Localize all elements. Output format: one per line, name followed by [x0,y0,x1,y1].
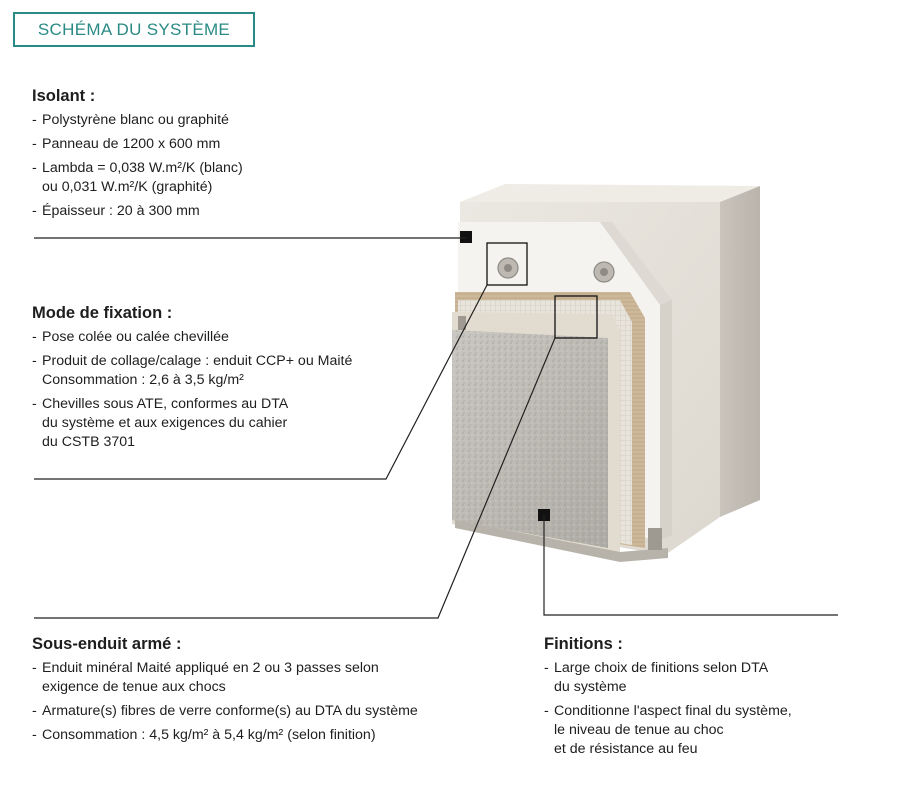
section-finishes [544,635,884,764]
list-item: - Panneau de 1200 x 600 mm [32,135,352,154]
section-base-coat [32,635,502,750]
section-fixation [32,304,432,457]
list-item: - Chevilles sous ATE, conformes au DTA du système et aux exigences du cahier du CSTB 3701 [32,395,432,452]
wall-block [452,184,760,562]
list-item: - Lambda = 0,038 W.m²/K (blanc) ou 0,031 W.m²/K (graphité) [32,159,352,197]
callout-marker-insulation [460,231,472,243]
list-item: - Pose colée ou calée chevillée [32,328,432,347]
list-item: - Armature(s) fibres de verre conforme(s) au DTA du système [32,702,502,721]
list-item: - Enduit minéral Maité appliqué en 2 ou 3 passes selon exigence de tenue aux chocs [32,659,502,697]
section-heading: Sous-enduit armé : [32,635,182,653]
rail-bracket [648,528,662,550]
support-wall-side [720,186,760,517]
section-title: SCHÉMA DU SYSTÈME [13,12,255,47]
support-wall-top [460,184,760,202]
section-heading: Mode de fixation : [32,304,173,322]
insulation-side [660,300,672,540]
list-item: - Conditionne l'aspect final du système, le niveau de tenue au choc et de résistance au feu [544,702,884,759]
list-item: - Polystyrène blanc ou graphité [32,111,352,130]
finish-coat-texture [452,330,608,548]
list-item: - Épaisseur : 20 à 300 mm [32,202,352,221]
list-item: - Produit de collage/calage : enduit CCP+ ou Maité Consommation : 2,6 à 3,5 kg/m² [32,352,432,390]
section-heading: Finitions : [544,635,623,653]
list-item: - Large choix de finitions selon DTA du système [544,659,884,697]
section-insulation [32,87,352,226]
section-heading: Isolant : [32,87,96,105]
list-item: - Consommation : 4,5 kg/m² à 5,4 kg/m² (selon finition) [32,726,502,745]
